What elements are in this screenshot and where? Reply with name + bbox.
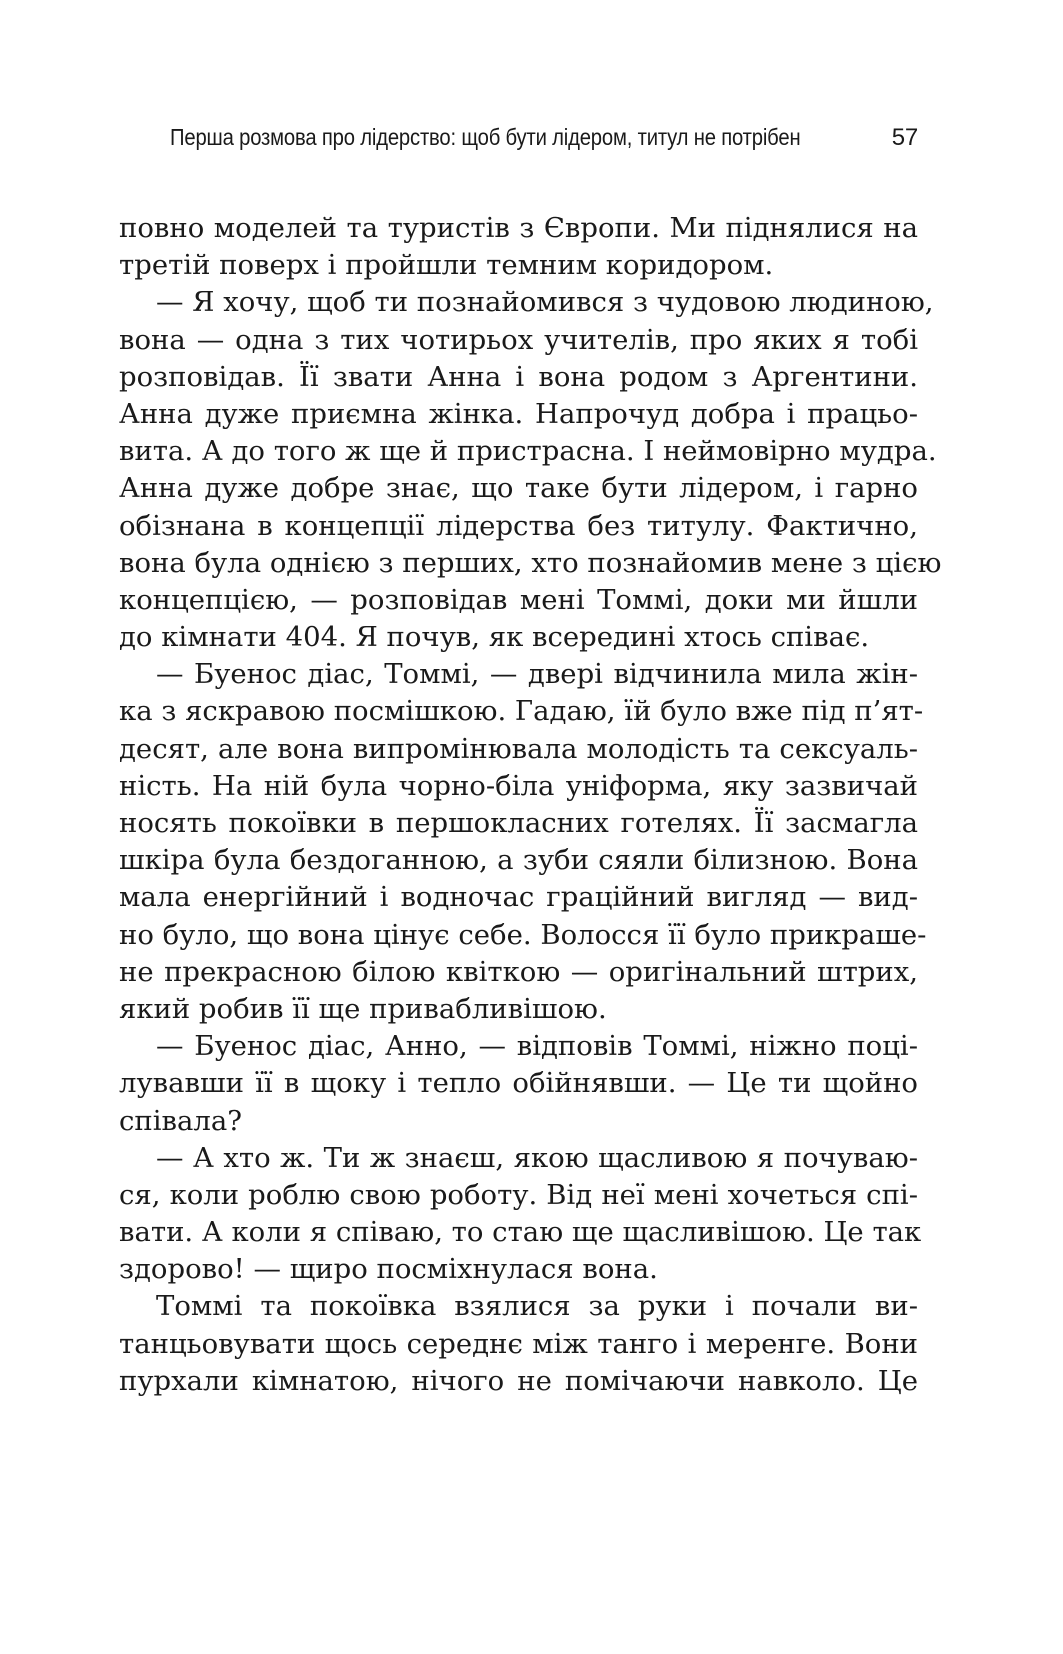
text-line: шкіра була бездоганною, а зуби сяяли білизною. Вона — [119, 844, 918, 877]
text-line: танцьовувати щось середнє між танго і меренге. Вони — [119, 1327, 918, 1360]
text-line: — А хто ж. Ти ж знаєш, якою щасливою я почуваю- — [156, 1141, 918, 1174]
text-line: — Буенос діас, Томмі, — двері відчинила мила жін- — [156, 658, 918, 691]
text-line: співала? — [119, 1104, 243, 1137]
text-line: Анна дуже добре знає, що таке бути лідером, і гарно — [119, 472, 918, 505]
text-line: пурхали кімнатою, нічого не помічаючи навколо. Це — [119, 1364, 918, 1397]
text-line: третій поверх і пройшли темним коридором. — [119, 249, 774, 282]
paragraph — [119, 1140, 922, 1289]
text-line: не прекрасною білою квіткою — оригінальний штрих, — [119, 955, 918, 988]
paragraph — [119, 284, 942, 656]
text-line: до кімнати 404. Я почув, як всередині хтось співає. — [119, 621, 870, 654]
text-line: — Я хочу, щоб ти познайомився з чудовою людиною, — [156, 286, 934, 319]
text-line: лувавши її в щоку і тепло обійнявши. — Це ти щойно — [119, 1067, 918, 1100]
text-line: вати. А коли я співаю, то стаю ще щасливішою. Це так — [119, 1216, 922, 1249]
text-line: який робив її ще привабливішою. — [119, 992, 607, 1025]
running-title: Перша розмова про лідерство: щоб бути лідером, титул не потрібен — [170, 124, 801, 150]
paragraph — [119, 210, 918, 284]
text-line: десят, але вона випромінювала молодість та сексуаль- — [119, 732, 918, 765]
body-text — [119, 210, 942, 1400]
text-line: — Буенос діас, Анно, — відповів Томмі, ніжно поці- — [156, 1030, 918, 1063]
text-line: здорово! — щиро посміхнулася вона. — [119, 1253, 658, 1286]
text-line: Томмі та покоївка взялися за руки і почали ви- — [156, 1290, 918, 1323]
text-line: ність. На ній була чорно-біла уніформа, яку зазвичай — [119, 769, 918, 802]
text-line: вита. А до того ж ще й пристрасна. І неймовірно мудра. — [119, 435, 937, 468]
text-line: ся, коли роблю свою роботу. Від неї мені хочеться спі- — [119, 1178, 918, 1211]
text-line: повно моделей та туристів з Європи. Ми піднялися на — [119, 212, 918, 244]
paragraph — [119, 656, 927, 1028]
paragraph — [119, 1028, 918, 1140]
text-line: ка з яскравою посмішкою. Гадаю, їй було вже під п’ят- — [119, 695, 924, 728]
text-line: Анна дуже приємна жінка. Напрочуд добра і працьо- — [119, 397, 918, 430]
text-line: обізнана в концепції лідерства без титулу. Фактично, — [119, 509, 918, 542]
text-line: но було, що вона цінує себе. Волосся її було прикраше- — [119, 918, 927, 951]
text-line: вона — одна з тих чотирьох учителів, про яких я тобі — [119, 323, 918, 356]
text-line: розповідав. Її звати Анна і вона родом з Аргентини. — [119, 360, 918, 393]
text-line: мала енергійний і водночас граційний вигляд — вид- — [119, 881, 918, 914]
text-line: носять покоївки в першокласних готелях. Її засмагла — [119, 807, 918, 839]
text-line: вона була однією з перших, хто познайомив мене з цією — [119, 546, 942, 579]
page-number: 57 — [891, 124, 918, 151]
text-line: концепцією, — розповідав мені Томмі, доки ми йшли — [119, 583, 918, 616]
running-header — [170, 118, 918, 158]
paragraph — [119, 1288, 918, 1400]
